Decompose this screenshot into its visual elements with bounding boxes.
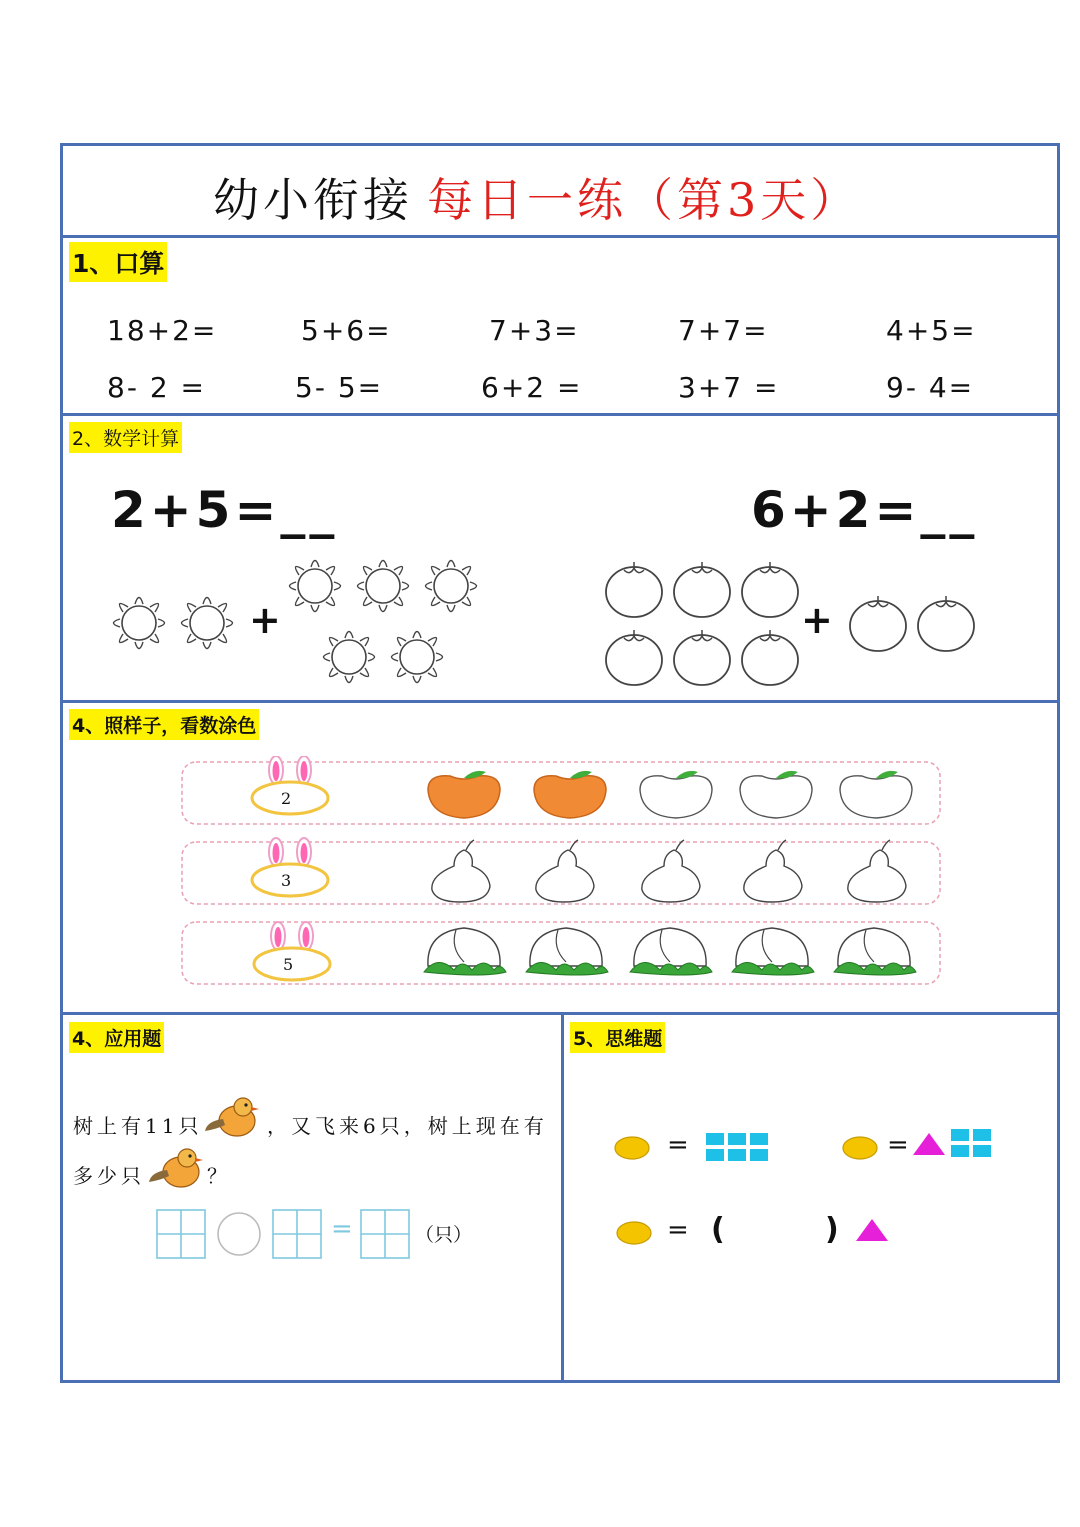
oral-item: 5- 5=	[295, 371, 384, 404]
word-problem-line1b: ，又飞来6只，树上现在有	[267, 1114, 548, 1138]
oval-icon	[615, 1137, 649, 1159]
peach-icon	[732, 928, 814, 975]
unit-label: （只）	[415, 1224, 473, 1246]
apple-icon	[740, 771, 812, 818]
square-icon	[728, 1133, 746, 1145]
word-problem-line2a: 多少只	[73, 1164, 145, 1188]
sun-icon	[290, 561, 341, 612]
coloring-rows	[178, 756, 948, 996]
square-icon	[973, 1145, 991, 1157]
section3-heading: 4、照样子，看数涂色	[69, 709, 259, 740]
sun-icon	[358, 561, 409, 612]
page-title	[213, 164, 860, 230]
column-divider	[561, 1012, 564, 1383]
equals-sign: =	[887, 1130, 909, 1160]
right-equation: 6+2=__	[751, 481, 979, 539]
tomato-icon	[606, 562, 662, 617]
sun-icon	[182, 598, 233, 649]
sun-icon	[426, 561, 477, 612]
divider	[63, 1012, 1057, 1015]
left-equation: 2+5=__	[111, 481, 339, 539]
tomato-icon	[606, 630, 662, 685]
worksheet	[60, 143, 1060, 1383]
square-icon	[728, 1149, 746, 1161]
section5-heading: 5、思维题	[570, 1022, 665, 1053]
tomato-group	[598, 554, 988, 689]
divider	[63, 413, 1057, 416]
divider	[63, 235, 1057, 238]
tomato-icon	[918, 596, 974, 651]
square-icon	[973, 1129, 991, 1141]
pear-icon	[744, 840, 802, 902]
peach-icon	[834, 928, 916, 975]
equals-sign: =	[667, 1130, 689, 1160]
triangle-icon	[856, 1219, 888, 1241]
plus-sign: +	[249, 598, 281, 642]
square-icon	[951, 1129, 969, 1141]
square-icon	[706, 1133, 724, 1145]
bunny-number: 3	[281, 871, 292, 890]
tomato-icon	[850, 596, 906, 651]
title-black: 幼小衔接	[213, 173, 413, 227]
oral-item: 18+2=	[107, 314, 218, 347]
bird-icon	[149, 1142, 209, 1194]
oral-item: 7+3=	[489, 314, 580, 347]
pear-icon	[642, 840, 700, 902]
oral-item: 8- 2 =	[107, 371, 206, 404]
paren-open: (	[711, 1212, 725, 1247]
square-icon	[750, 1133, 768, 1145]
pear-icon	[536, 840, 594, 902]
peach-icon	[424, 928, 506, 975]
oral-item: 3+7 =	[678, 371, 780, 404]
equals-sign: =	[667, 1215, 689, 1245]
title-red: 每日一练（第3天）	[427, 173, 861, 227]
sun-group	[93, 541, 513, 691]
oval-icon	[617, 1222, 651, 1244]
word-problem-line2b: ？	[207, 1164, 231, 1188]
sun-icon	[324, 632, 375, 683]
pear-icon	[432, 840, 490, 902]
peach-icon	[526, 928, 608, 975]
oval-icon	[843, 1137, 877, 1159]
logic-puzzle	[603, 1121, 1003, 1251]
tomato-icon	[742, 562, 798, 617]
plus-sign: +	[801, 598, 833, 642]
square-icon	[706, 1149, 724, 1161]
square-icon	[951, 1145, 969, 1157]
tomato-icon	[742, 630, 798, 685]
sun-icon	[114, 598, 165, 649]
peach-icon	[630, 928, 712, 975]
bunny-number: 2	[281, 789, 292, 808]
word-problem-line1a: 树上有11只	[73, 1114, 203, 1138]
paren-close: )	[825, 1212, 839, 1247]
apple-icon	[840, 771, 912, 818]
pear-icon	[848, 840, 906, 902]
oral-item: 4+5=	[886, 314, 977, 347]
tomato-icon	[674, 630, 730, 685]
oral-item: 5+6=	[301, 314, 392, 347]
sun-icon	[392, 632, 443, 683]
apple-icon	[640, 771, 712, 818]
triangle-icon	[913, 1133, 945, 1155]
section1-heading: 1、口算	[69, 242, 167, 282]
answer-boxes	[155, 1206, 415, 1262]
square-icon	[750, 1149, 768, 1161]
bunny-number: 5	[283, 955, 294, 974]
oral-item: 6+2 =	[481, 371, 583, 404]
divider	[63, 700, 1057, 703]
apple-icon	[534, 771, 606, 818]
section2-heading: 2、数学计算	[69, 422, 182, 453]
apple-icon	[428, 771, 500, 818]
bird-icon	[203, 1091, 265, 1143]
oral-item: 9- 4=	[886, 371, 975, 404]
oral-item: 7+7=	[678, 314, 769, 347]
section4-heading: 4、应用题	[69, 1022, 164, 1053]
equals-sign: =	[331, 1214, 353, 1244]
tomato-icon	[674, 562, 730, 617]
